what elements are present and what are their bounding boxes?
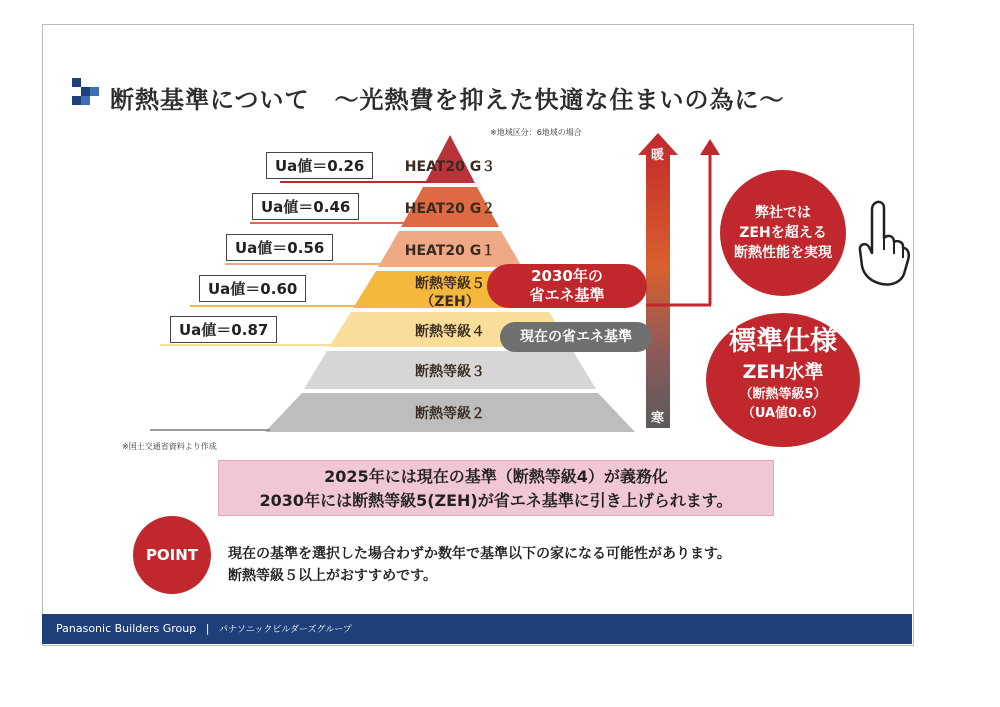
source-note: ※国土交通省資料より作成 xyxy=(122,442,217,451)
level-label-grade5-zeh: （ZEH） xyxy=(420,294,480,310)
notice-box xyxy=(218,460,774,516)
pill-2030-line2: 省エネ基準 xyxy=(529,286,605,304)
point-line2: 断熱等級５以上がおすすめです。 xyxy=(228,568,438,584)
pill-2030-line1: 2030年の xyxy=(531,267,603,285)
point-badge: POINT xyxy=(133,516,211,594)
point-line1: 現在の基準を選択した場合わずか数年で基準以下の家になる可能性があります。 xyxy=(228,546,731,562)
pill-2030-standard xyxy=(487,264,647,308)
region-note: ※地域区分：6地域の場合 xyxy=(490,128,582,137)
callout-line3: 断熱性能を実現 xyxy=(734,245,832,261)
level-label-heat20-g3: HEAT20 G３ xyxy=(404,159,496,175)
spec-line2: ZEH水準 xyxy=(742,361,824,383)
ua-value-heat20-g1: Ua値＝0.56 xyxy=(226,234,333,261)
pointing-hand-icon xyxy=(852,198,910,288)
level-label-heat20-g1: HEAT20 G１ xyxy=(404,243,496,259)
level-label-grade2: 断熱等級２ xyxy=(415,406,485,422)
point-text xyxy=(228,543,731,587)
footer-separator: | xyxy=(205,622,210,635)
callout-line2: ZEHを超える xyxy=(739,225,827,241)
title-bullet-icon xyxy=(72,78,100,108)
level-label-heat20-g2: HEAT20 G２ xyxy=(404,201,496,217)
page-title: 断熱基準について ～光熱費を抑えた快適な住まいの為に～ xyxy=(110,86,785,114)
spec-line3: （断熱等級5） xyxy=(739,387,827,402)
standard-spec-circle xyxy=(706,313,860,447)
notice-line1: 2025年には現在の基準（断熱等級4）が義務化 xyxy=(324,467,668,486)
notice-line2: 2030年には断熱等級5(ZEH)が省エネ基準に引き上げられます。 xyxy=(259,491,733,510)
footer-brand xyxy=(56,622,352,635)
level-label-grade5: 断熱等級５ xyxy=(415,276,485,292)
callout-line1: 弊社では xyxy=(755,205,811,221)
cold-label: 寒 xyxy=(651,411,665,426)
callout-circle xyxy=(720,170,846,296)
ua-value-grade4: Ua値＝0.87 xyxy=(170,316,277,343)
spec-line1: 標準仕様 xyxy=(729,326,837,357)
pill-current-standard: 現在の省エネ基準 xyxy=(500,322,652,352)
warm-label: 暖 xyxy=(651,148,665,163)
level-label-grade4: 断熱等級４ xyxy=(415,324,485,340)
footer-brand-kana: パナソニックビルダーズグループ xyxy=(218,625,352,635)
ua-value-heat20-g3: Ua値＝0.26 xyxy=(266,152,373,179)
spec-line4: （UA値0.6） xyxy=(741,406,825,421)
ua-value-grade5: Ua値＝0.60 xyxy=(199,275,306,302)
level-label-grade3: 断熱等級３ xyxy=(415,364,485,380)
ua-value-heat20-g2: Ua値＝0.46 xyxy=(252,193,359,220)
footer-brand-name: Panasonic Builders Group xyxy=(56,622,197,635)
